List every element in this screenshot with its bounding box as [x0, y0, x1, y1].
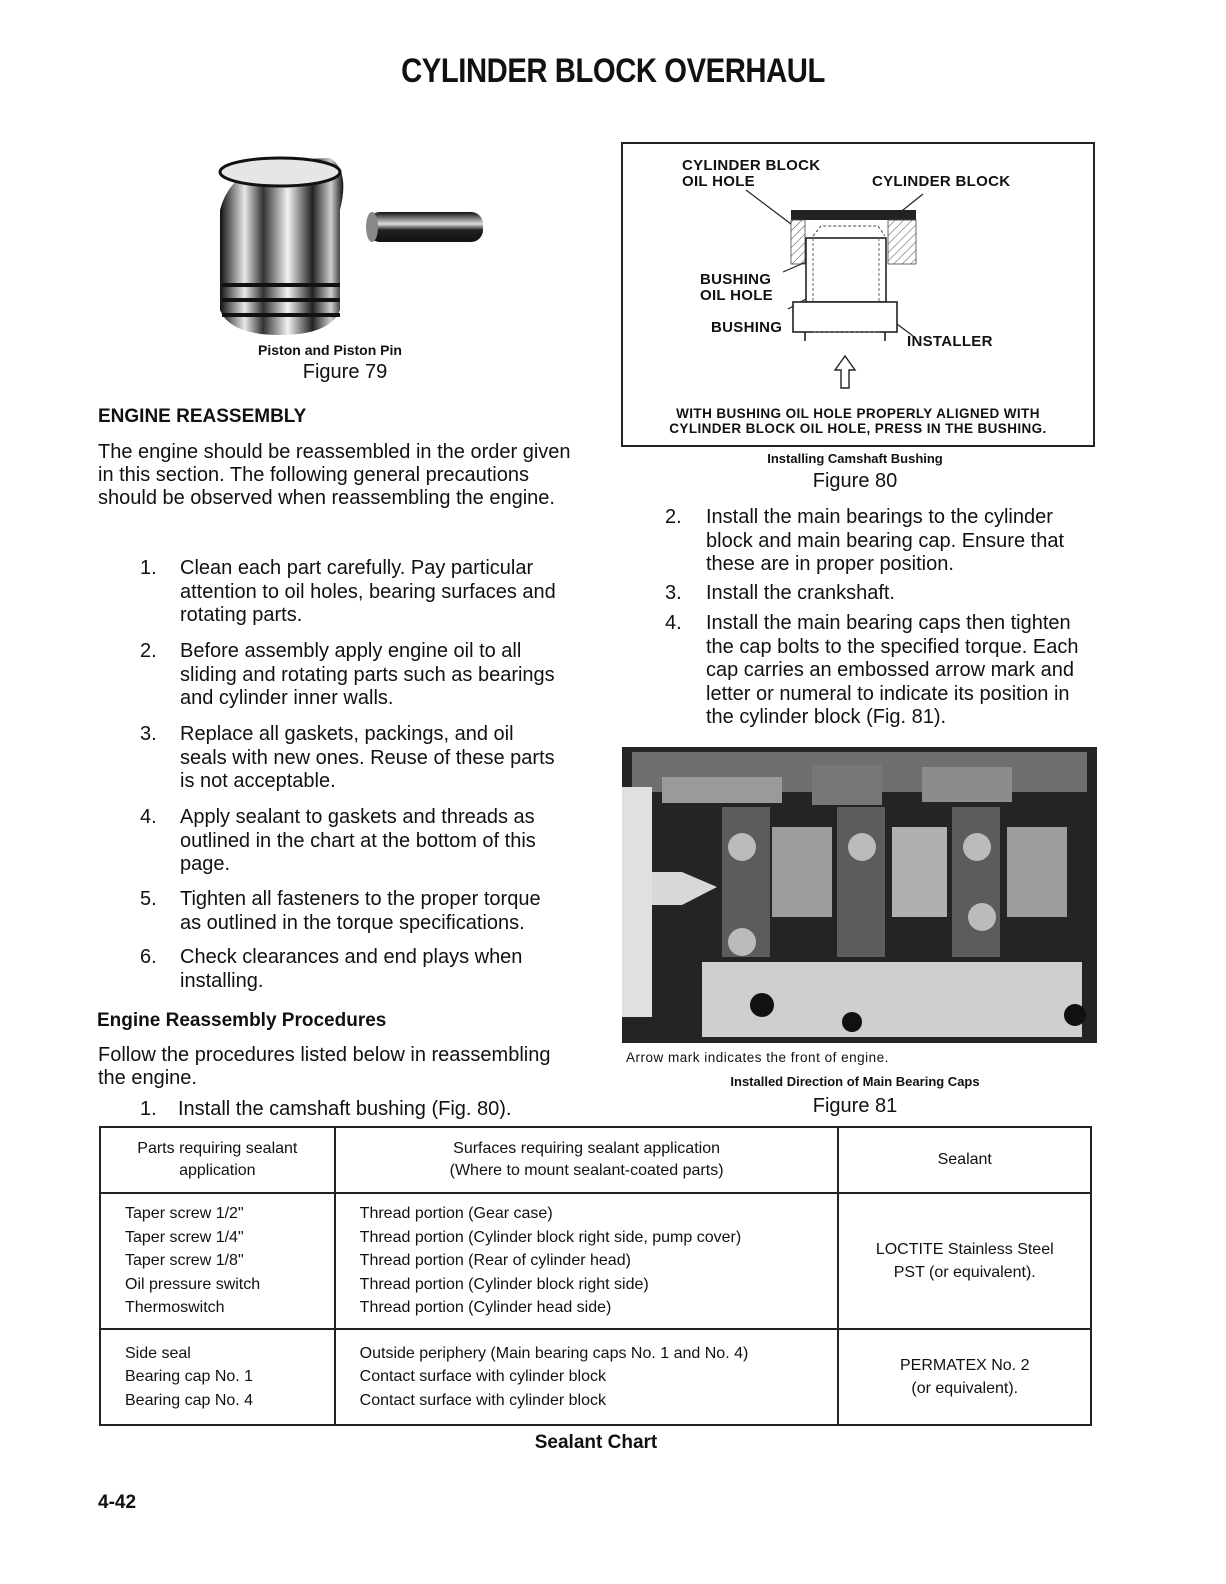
figure81-caption: Installed Direction of Main Bearing Caps: [730, 1074, 980, 1089]
figure79-caption: Piston and Piston Pin: [258, 342, 402, 358]
surfaces-cell: Thread portion (Gear case) Thread portion (Cylinder block right side, pump cover) Thread portion (Rear of cylinder head) Thread portion (Cylinder block right side) Thread portion (Cylinder head side): [335, 1193, 839, 1329]
sealant-cell: LOCTITE Stainless Steel PST (or equivalent).: [838, 1193, 1091, 1329]
procedure-step: 3. Install the crankshaft.: [665, 582, 895, 604]
bearing-caps-photo: [622, 747, 1097, 1043]
surfaces-cell: Outside periphery (Main bearing caps No. 1 and No. 4) Contact surface with cylinder block Contact surface with cylinder block: [335, 1329, 839, 1425]
sealant-cell: PERMATEX No. 2 (or equivalent).: [838, 1329, 1091, 1425]
precaution-item: 2. Before assembly apply engine oil to all sliding and rotating parts such as bearings and cylinder inner walls.: [140, 640, 555, 709]
label-bushing-oil-hole: BUSHING OIL HOLE: [700, 271, 773, 304]
label-cylinder-block: CYLINDER BLOCK: [872, 173, 1011, 190]
table-row: [100, 1193, 1091, 1329]
label-cylinder-block-oil-hole: CYLINDER BLOCK OIL HOLE: [682, 157, 821, 190]
precaution-item: 1. Clean each part carefully. Pay particular attention to oil holes, bearing surfaces and rotating parts.: [140, 557, 556, 626]
figure80-caption: Installing Camshaft Bushing: [767, 451, 943, 466]
precaution-item: 6. Check clearances and end plays when installing.: [140, 946, 523, 992]
table-row: [100, 1329, 1091, 1425]
piston-photo: [200, 150, 500, 340]
parts-cell: Side seal Bearing cap No. 1 Bearing cap No. 4: [100, 1329, 335, 1425]
figure80-label: Figure 80: [812, 470, 898, 492]
page-title: CYLINDER BLOCK OVERHAUL: [401, 52, 825, 90]
header-surfaces: Surfaces requiring sealant application (Where to mount sealant-coated parts): [335, 1127, 839, 1193]
label-bushing: BUSHING: [711, 319, 783, 336]
precaution-item: 3. Replace all gaskets, packings, and oil seals with new ones. Reuse of these parts is not acceptable.: [140, 723, 555, 792]
precaution-item: 5. Tighten all fasteners to the proper torque as outlined in the torque specifications.: [140, 888, 541, 934]
bushing-installation-drawing: [623, 144, 1093, 404]
page-number: 4-42: [98, 1492, 137, 1513]
figure80-note: WITH BUSHING OIL HOLE PROPERLY ALIGNED WITH CYLINDER BLOCK OIL HOLE, PRESS IN THE BUSHING.: [669, 406, 1047, 436]
figure81-note: Arrow mark indicates the front of engine.: [626, 1050, 889, 1065]
procedures-intro: Follow the procedures listed below in reassembling the engine.: [98, 1044, 551, 1089]
sealant-chart-caption: Sealant Chart: [534, 1432, 658, 1453]
procedure-step: 2. Install the main bearings to the cylinder block and main bearing cap. Ensure that these are in proper position.: [665, 506, 1064, 575]
procedure-step: 1. Install the camshaft bushing (Fig. 80).: [140, 1098, 512, 1120]
table-header-row: [100, 1127, 1091, 1193]
engine-reassembly-heading: ENGINE REASSEMBLY: [98, 406, 307, 427]
figure80-diagram: [621, 142, 1095, 447]
engine-reassembly-intro: The engine should be reassembled in the order given in this section. The following general precautions should be observed when reassembling the engine.: [98, 441, 571, 509]
sealant-table: [99, 1126, 1092, 1426]
header-parts: Parts requiring sealant application: [100, 1127, 335, 1193]
precaution-item: 4. Apply sealant to gaskets and threads as outlined in the chart at the bottom of this page.: [140, 806, 536, 875]
figure81-label: Figure 81: [812, 1095, 898, 1117]
label-installer: INSTALLER: [907, 333, 993, 350]
procedures-heading: Engine Reassembly Procedures: [97, 1010, 387, 1031]
figure79-label: Figure 79: [302, 361, 388, 383]
header-sealant: Sealant: [838, 1127, 1091, 1193]
procedure-step: 4. Install the main bearing caps then tighten the cap bolts to the specified torque. Each cap carries an embossed arrow mark and letter or numeral to indicate its position in the cylinder block (Fig. 81).: [665, 612, 1079, 728]
parts-cell: Taper screw 1/2" Taper screw 1/4" Taper screw 1/8" Oil pressure switch Thermoswitch: [100, 1193, 335, 1329]
